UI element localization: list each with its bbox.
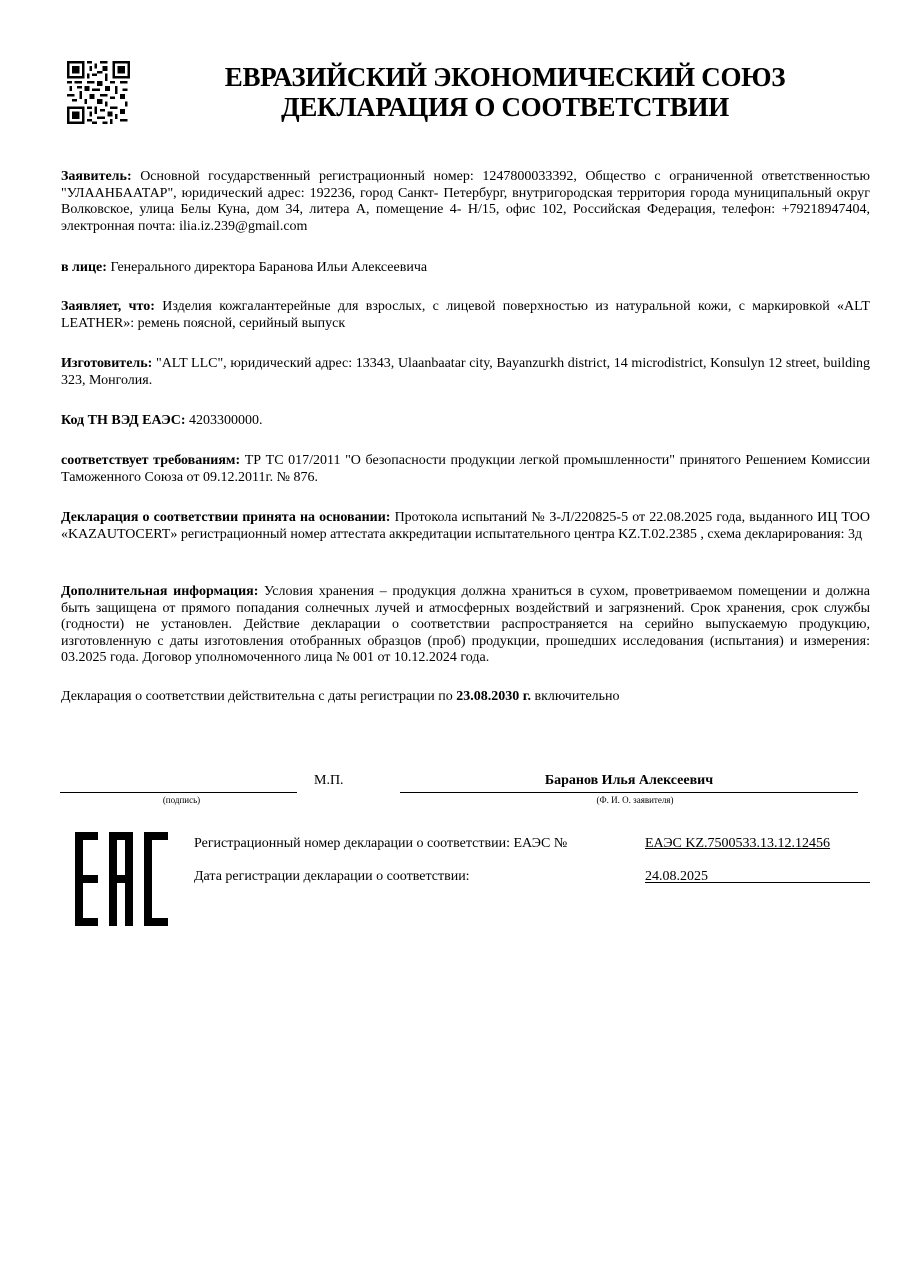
additional-info-label: Дополнительная информация: xyxy=(61,584,259,599)
registration-date-line xyxy=(645,882,870,883)
hs-code-text: 4203300000. xyxy=(185,413,263,428)
validity-date: 23.08.2030 г. xyxy=(456,689,531,704)
name-line xyxy=(400,792,858,793)
additional-info-text: Условия хранения – продукция должна храниться в сухом, проветриваемом помещении и должна быть защищена от прямого попадания солнечных лучей и атмосферных воздействий и загрязнений. Срок хранения, срок службы (годности) не установлен. Действие декларации о соответствии распространяется на серийно выпускаемую продукцию, изготовленную с даты изготовления отобранных образцов (проб) продукции, прошедших исследования (испытания) и измерения: 03.2025 года. Договор уполномоченного лица № 001 от 10.12.2024 года. xyxy=(61,584,870,666)
requirements-text: ТР ТС 017/2011 "О безопасности продукции легкой промышленности" принятого Решением Комиссии Таможенного Союза от 09.12.2011г. № 876. xyxy=(61,453,871,485)
qr-code-icon xyxy=(67,61,130,124)
basis-label: Декларация о соответствии принята на основании: xyxy=(61,510,391,525)
stamp-label: М.П. xyxy=(314,773,344,788)
signer-name: Баранов Илья Алексеевич xyxy=(544,773,714,788)
hs-code-label: Код ТН ВЭД ЕАЭС: xyxy=(61,413,186,428)
name-caption: (Ф. И. О. заявителя) xyxy=(596,795,674,805)
validity-prefix: Декларация о соответствии действительна с даты регистрации по xyxy=(61,689,457,704)
represented-by-text: Генерального директора Баранова Ильи Алексеевича xyxy=(106,260,428,275)
registration-date-value: 24.08.2025 xyxy=(645,869,708,884)
manufacturer-label: Изготовитель: xyxy=(61,356,153,371)
represented-by-section xyxy=(61,260,870,277)
manufacturer-text: "ALT LLC", юридический адрес: 13343, Ulaanbaatar city, Bayanzurkh district, 14 microdistrict, Konsulyn 12 street, building 323, Монголия. xyxy=(61,356,870,388)
requirements-section xyxy=(61,453,870,486)
declares-label: Заявляет, что: xyxy=(61,299,155,314)
validity-suffix: включительно xyxy=(530,689,620,704)
basis-text: Протокола испытаний № З-Л/220825-5 от 22.08.2025 года, выданного ИЦ ТОО «KAZAUTOCERT» регистрационный номер аттестата аккредитации испытательного центра KZ.T.02.2385 , схема декларирования: 3д xyxy=(61,510,870,542)
signature-line xyxy=(60,792,297,793)
additional-info-section xyxy=(61,584,870,667)
hs-code-section xyxy=(61,413,870,430)
signature-caption: (подпись) xyxy=(162,795,201,805)
declares-section xyxy=(61,299,870,332)
represented-by-label: в лице: xyxy=(61,260,107,275)
validity-statement xyxy=(61,689,870,706)
title-line-1: ЕВРАЗИЙСКИЙ ЭКОНОМИЧЕСКИЙ СОЮЗ xyxy=(224,62,786,92)
basis-section xyxy=(61,510,870,543)
applicant-section xyxy=(61,169,870,235)
registration-number-label: Регистрационный номер декларации о соответствии: ЕАЭС № xyxy=(194,836,568,851)
eac-mark-icon xyxy=(75,832,168,926)
title-line-2: ДЕКЛАРАЦИЯ О СООТВЕТСТВИИ xyxy=(281,92,729,122)
applicant-text: Основной государственный регистрационный номер: 1247800033392, Общество с ограниченной ответственностью "УЛААНБААТАР", юридический адрес: 192236, город Санкт- Петербург, внутригородская территория города муниципальный округ Волковское, улица Белы Куна, дом 34, литера А, помещение 4- Н/15, офис 102, Российская Федерация, телефон: +79218947404, электронная почта: ilia.iz.239@gmail.com xyxy=(61,169,870,234)
applicant-label: Заявитель: xyxy=(61,169,132,184)
registration-date-label: Дата регистрации декларации о соответствии: xyxy=(194,869,470,884)
registration-number-value: ЕАЭС KZ.7500533.13.12.12456 xyxy=(645,836,831,851)
manufacturer-section xyxy=(61,356,870,389)
requirements-label: соответствует требованиям: xyxy=(61,453,241,468)
declares-text: Изделия кожгалантерейные для взрослых, с лицевой поверхностью из натуральной кожи, с маркировкой «ALT LEATHER»: ремень поясной, серийный выпуск xyxy=(61,299,870,331)
document-title xyxy=(150,62,860,122)
